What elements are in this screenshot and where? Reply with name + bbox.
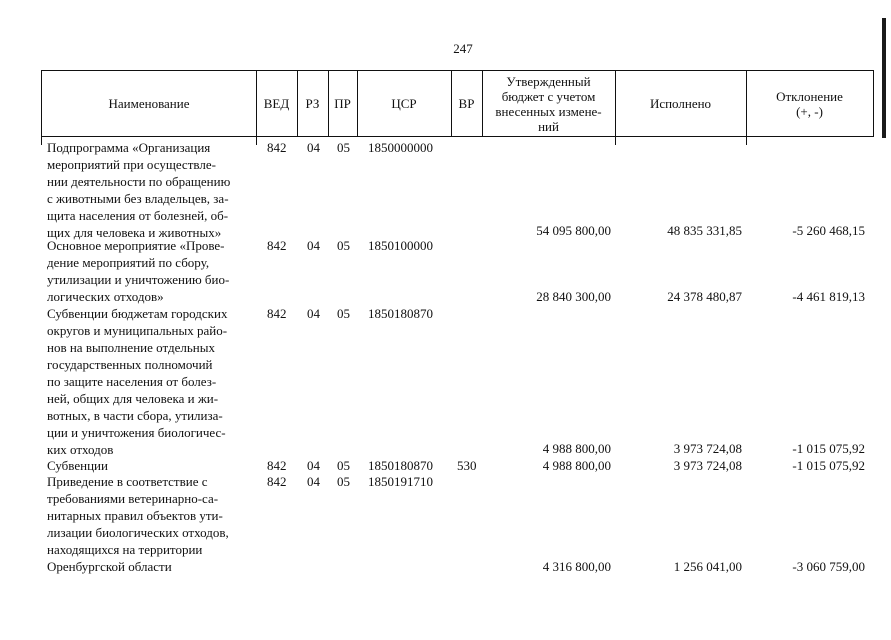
header-csr: ЦСР [357,70,452,137]
row-rz: 04 [307,238,320,253]
row-ved: 842 [267,458,287,473]
row-rz: 04 [307,306,320,321]
row-executed: 1 256 041,00 [673,559,742,574]
table-row [41,457,874,474]
scan-edge-line [882,18,886,138]
row-executed: 48 835 331,85 [667,223,742,238]
header-budget: Утвержденный бюджет с учетом внесенных измене- ний [482,70,616,137]
row-vr: 530 [457,458,477,473]
row-rz: 04 [307,140,320,155]
page-number: 247 [453,41,473,56]
row-rz: 04 [307,474,320,489]
row-pr: 05 [337,238,350,253]
row-ved: 842 [267,306,287,321]
row-rz: 04 [307,458,320,473]
header-vr: ВР [451,70,483,137]
header-name: Наименование [41,70,257,137]
row-ved: 842 [267,238,287,253]
row-executed: 3 973 724,08 [673,441,742,456]
header-deviation: Отклонение (+, -) [746,70,874,137]
table-row [41,473,874,575]
row-csr: 1850180870 [368,306,433,321]
table-row [41,237,874,305]
row-pr: 05 [337,474,350,489]
row-deviation: -5 260 468,15 [792,223,865,238]
row-deviation: -1 015 075,92 [792,441,865,456]
row-name: Субвенции [47,458,108,473]
row-ved: 842 [267,474,287,489]
row-name: Основное мероприятие «Прове- дение мероприятий по сбору, утилизации и уничтожению био- логических отходов» [47,238,230,304]
row-budget: 4 316 800,00 [542,559,611,574]
row-csr: 1850000000 [368,140,433,155]
header-ved: ВЕД [256,70,298,137]
row-deviation: -4 461 819,13 [792,289,865,304]
header-rz: РЗ [297,70,329,137]
row-name: Субвенции бюджетам городских округов и муниципальных райо- нов на выполнение отдельных государственных полномочий по защите населения от болез- ней, общих для человека и жи- вотных, в части сбора, утилиза- ции и уничтожения биологичес- ких отходов [47,306,228,457]
header-executed: Исполнено [615,70,747,137]
row-csr: 1850180870 [368,458,433,473]
row-pr: 05 [337,458,350,473]
row-budget: 4 988 800,00 [542,441,611,456]
row-budget: 28 840 300,00 [536,289,611,304]
row-deviation: -3 060 759,00 [792,559,865,574]
table-row [41,305,874,458]
table-row [41,139,874,241]
row-csr: 1850100000 [368,238,433,253]
row-pr: 05 [337,306,350,321]
row-executed: 24 378 480,87 [667,289,742,304]
row-csr: 1850191710 [368,474,433,489]
row-name: Подпрограмма «Организация мероприятий при осуществле- нии деятельности по обращению с животными без владельцев, за- щита населения от болезней, об- щих для человека и животных» [47,140,231,240]
row-name: Приведение в соответствие с требованиями ветеринарно-са- нитарных правил объектов ути- лизации биологических отходов, находящихся на территории Оренбургской области [47,474,229,574]
row-deviation: -1 015 075,92 [792,458,865,473]
row-budget: 54 095 800,00 [536,223,611,238]
row-pr: 05 [337,140,350,155]
header-pr: ПР [328,70,358,137]
row-budget: 4 988 800,00 [542,458,611,473]
row-ved: 842 [267,140,287,155]
row-executed: 3 973 724,08 [673,458,742,473]
